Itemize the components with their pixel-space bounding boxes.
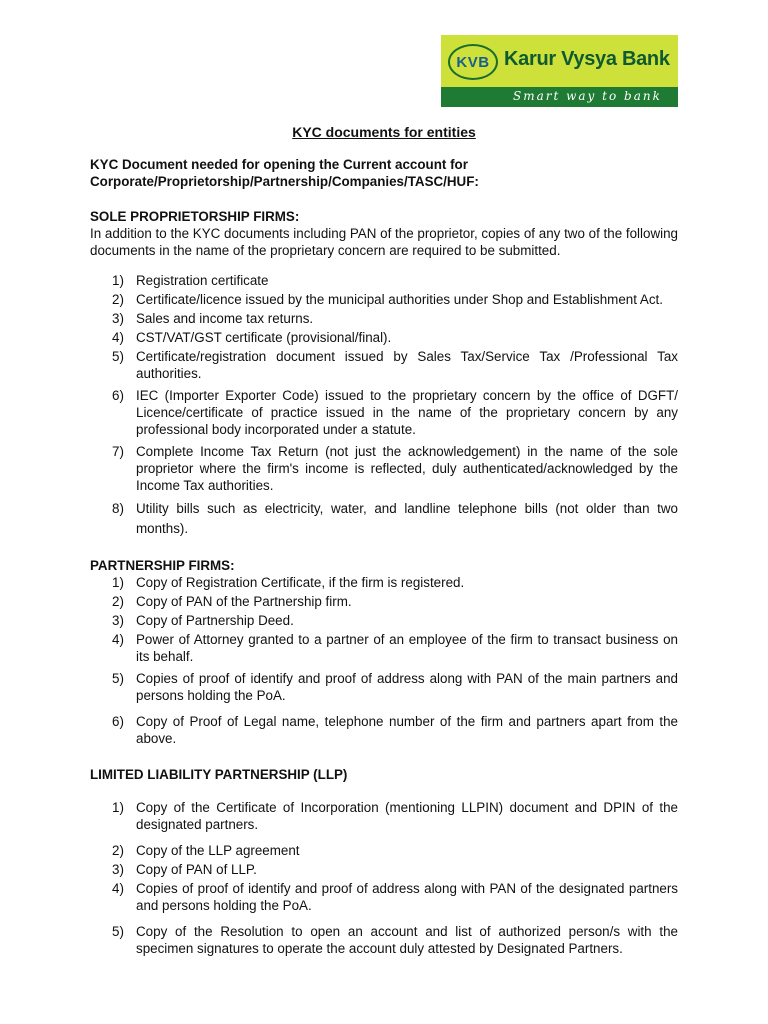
list-item-number: 3) [112, 311, 124, 326]
document-body [90, 124, 678, 959]
list-item-text: Copy of PAN of LLP. [136, 862, 257, 877]
list-item-text: IEC (Importer Exporter Code) issued to the proprietary concern by the office of DGFT/ Licence/certificate of practice issued in the name of the proprietary concern by any professional body incorporated under a statute. [136, 388, 678, 437]
list-item-text: Certificate/licence issued by the municipal authorities under Shop and Establishment Act. [136, 292, 663, 307]
list-item-number: 3) [112, 613, 124, 628]
list-item [90, 799, 678, 833]
list-item [90, 348, 678, 382]
list-item-text: Sales and income tax returns. [136, 311, 314, 326]
list-item [90, 387, 678, 438]
list-item-number: 5) [112, 671, 124, 686]
list-item-number: 4) [112, 632, 124, 647]
list-item-number: 3) [112, 862, 124, 877]
logo-bank-name: Karur Vysya Bank [504, 48, 670, 70]
list-item-text: Copy of the LLP agreement [136, 843, 300, 858]
list-item-text: Copy of the Resolution to open an account and list of authorized person/s with the specimen signatures to operate the account duly attested by Designated Partners. [136, 924, 678, 956]
list-item-number: 2) [112, 292, 124, 307]
section-paragraph: In addition to the KYC documents including PAN of the proprietor, copies of any two of the following documents in the name of the proprietary concern are required to be submitted. [90, 226, 678, 258]
list-item-number: 8) [112, 501, 124, 516]
section-heading: PARTNERSHIP FIRMS: [90, 558, 235, 573]
list-item [90, 443, 678, 494]
list-item-text: Copy of Partnership Deed. [136, 613, 294, 628]
list-item-text: Copy of Registration Certificate, if the firm is registered. [136, 575, 465, 590]
list-item [90, 574, 678, 591]
logo-tagline: Smart way to bank [513, 89, 662, 103]
list-item [90, 923, 678, 957]
section-heading: LIMITED LIABILITY PARTNERSHIP (LLP) [90, 767, 348, 782]
list-item-number: 1) [112, 800, 124, 815]
list-item-text: Complete Income Tax Return (not just the acknowledgement) in the name of the sole proprietor where the firm's income is reflected, duly authenticated/acknowledged by the Income Tax authorities. [136, 444, 678, 493]
section-llp [90, 766, 678, 957]
list-item [90, 291, 678, 308]
list-item-number: 5) [112, 924, 124, 939]
list-item-text: Certificate/registration document issued by Sales Tax/Service Tax /Professional Tax authorities. [136, 349, 678, 381]
list-item-text: Copies of proof of identify and proof of address along with PAN of the main partners and persons holding the PoA. [136, 671, 678, 703]
list-item-text: Copies of proof of identify and proof of address along with PAN of the designated partners and persons holding the PoA. [136, 881, 678, 913]
list-item-text: Copy of Proof of Legal name, telephone number of the firm and partners apart from the above. [136, 714, 678, 746]
list-item [90, 329, 678, 346]
list-item-number: 6) [112, 714, 124, 729]
list-item-text: Power of Attorney granted to a partner of an employee of the firm to transact business on its behalf. [136, 632, 678, 664]
logo-emblem: KVB [448, 44, 498, 80]
intro-line-2: Corporate/Proprietorship/Partnership/Companies/TASC/HUF: [90, 174, 479, 189]
list-item [90, 310, 678, 327]
list-item [90, 861, 678, 878]
section-heading: SOLE PROPRIETORSHIP FIRMS: [90, 209, 300, 224]
llp-document-list [90, 799, 678, 957]
list-item-number: 2) [112, 843, 124, 858]
sole-document-list [90, 272, 678, 539]
list-item [90, 499, 678, 539]
list-item-text: Copy of PAN of the Partnership firm. [136, 594, 352, 609]
list-item-text: Copy of the Certificate of Incorporation (mentioning LLPIN) document and DPIN of the designated partners. [136, 800, 678, 832]
list-item-number: 5) [112, 349, 124, 364]
intro-line-1: KYC Document needed for opening the Current account for [90, 157, 468, 172]
list-item [90, 880, 678, 914]
section-sole-proprietorship [90, 208, 678, 539]
list-item [90, 631, 678, 665]
list-item-number: 7) [112, 444, 124, 459]
list-item-number: 2) [112, 594, 124, 609]
list-item-number: 1) [112, 575, 124, 590]
list-item-text: CST/VAT/GST certificate (provisional/final). [136, 330, 392, 345]
bank-logo [441, 35, 678, 107]
list-item [90, 612, 678, 629]
list-item-number: 4) [112, 330, 124, 345]
list-item [90, 272, 678, 289]
document-intro [90, 156, 678, 190]
document-title: KYC documents for entities [292, 124, 476, 140]
section-partnership [90, 557, 678, 747]
list-item [90, 842, 678, 859]
list-item-number: 6) [112, 388, 124, 403]
list-item-number: 4) [112, 881, 124, 896]
list-item [90, 593, 678, 610]
partnership-document-list [90, 574, 678, 747]
list-item-number: 1) [112, 273, 124, 288]
list-item-text: Registration certificate [136, 273, 269, 288]
list-item [90, 670, 678, 704]
list-item [90, 713, 678, 747]
list-item-text: Utility bills such as electricity, water, and landline telephone bills (not older than two months). [136, 501, 678, 536]
